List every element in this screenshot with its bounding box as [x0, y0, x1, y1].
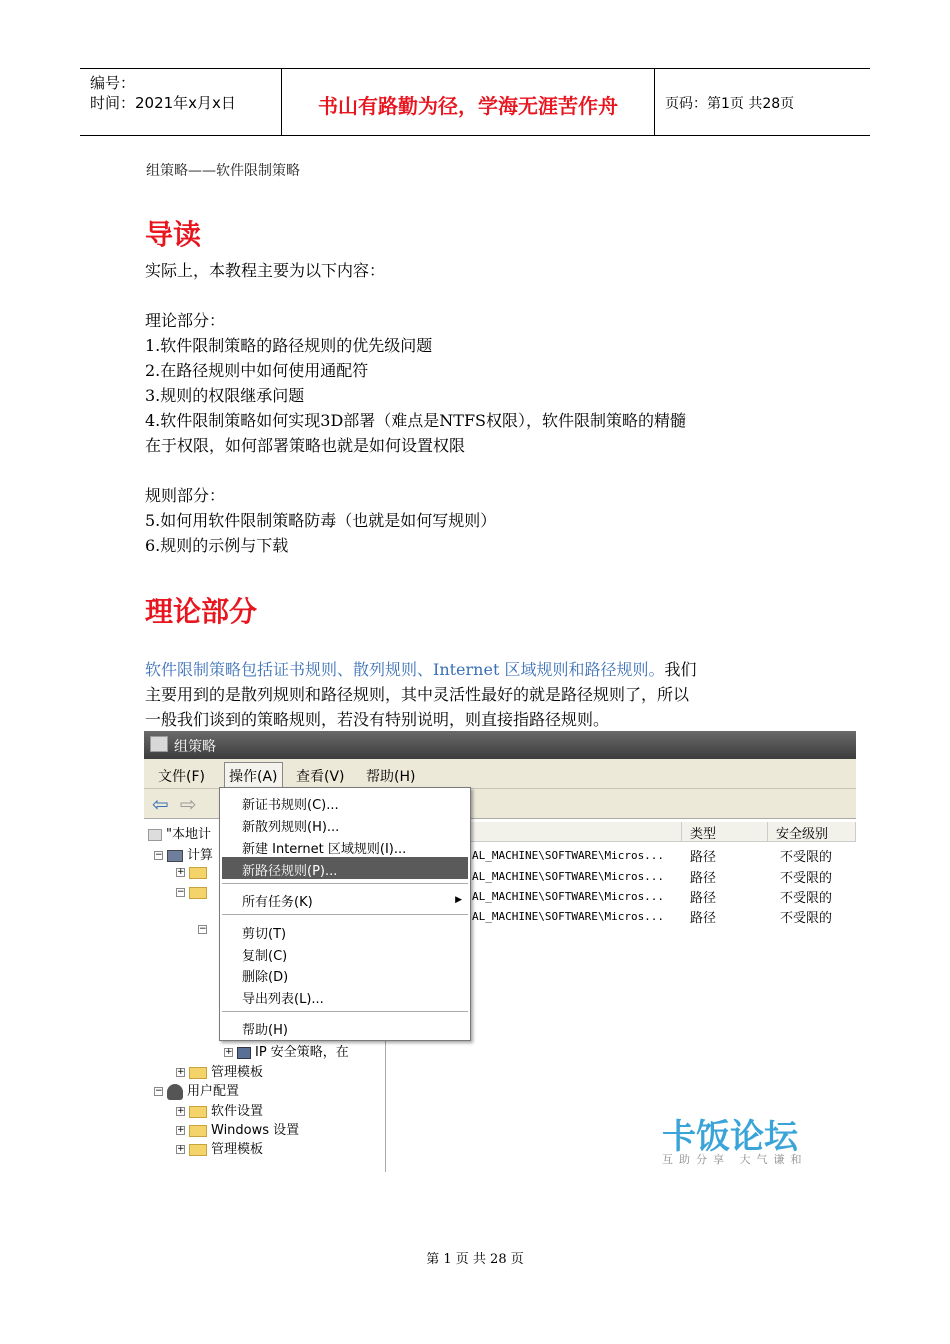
menu-action[interactable]: 操作(A) — [224, 762, 283, 790]
menu-separator — [222, 883, 468, 884]
list-item: 3.规则的权限继承问题 — [145, 386, 305, 405]
menu-item-cut[interactable]: 剪切(T) — [242, 927, 287, 942]
menu-item-new-hash-rule[interactable]: 新散列规则(H)... — [242, 820, 340, 835]
tree-root[interactable]: "本地计 — [148, 823, 211, 842]
policy-icon — [148, 829, 162, 841]
menu-separator — [222, 1011, 468, 1012]
tree-ip-security[interactable]: + IP 安全策略，在 — [225, 1045, 349, 1060]
tree-folder[interactable] — [198, 922, 211, 937]
menu-view[interactable]: 查看(V) — [296, 769, 345, 785]
menu-item-export-list[interactable]: 导出列表(L)... — [242, 992, 324, 1007]
back-arrow-icon[interactable]: ⇦ — [152, 792, 169, 816]
para-rest: 我们 — [664, 660, 697, 679]
number-label: 编号： — [90, 74, 136, 92]
tree-software-settings[interactable]: + 软件设置 — [177, 1104, 264, 1119]
menu-help[interactable]: 帮助(H) — [366, 769, 416, 785]
intro-line: 实际上，本教程主要为以下内容： — [145, 261, 386, 280]
submenu-arrow-icon: ▶ — [455, 895, 462, 905]
group-policy-screenshot — [144, 731, 856, 1172]
computer-icon — [167, 850, 183, 862]
logo-text: 卡饭论坛 — [662, 1117, 798, 1157]
menu-item-new-path-rule[interactable]: 新路径规则(P)... — [242, 864, 338, 879]
collapse-icon[interactable]: − — [155, 1086, 163, 1096]
column-header-type[interactable]: 类型 — [682, 822, 768, 842]
menu-item-all-tasks[interactable]: 所有任务(K) — [242, 895, 313, 910]
menu-item-new-cert-rule[interactable]: 新证书规则(C)... — [242, 798, 339, 813]
expand-icon[interactable]: + — [177, 867, 185, 877]
header-page-label: 页码：第1页 共28页 — [665, 96, 795, 112]
collapse-icon[interactable]: − — [177, 887, 185, 897]
menu-item-new-zone-rule[interactable]: 新建 Internet 区域规则(I)... — [242, 842, 407, 857]
menu-item-help[interactable]: 帮助(H) — [242, 1023, 288, 1038]
row-level: 不受限的 — [780, 850, 833, 865]
app-icon — [150, 736, 168, 752]
time-label: 时间：2021年x月x日 — [90, 94, 236, 112]
expand-icon[interactable]: + — [177, 1144, 185, 1154]
row-path[interactable]: AL_MACHINE\SOFTWARE\Micros... — [472, 870, 665, 883]
forward-arrow-icon[interactable]: ⇨ — [180, 792, 197, 816]
collapse-icon[interactable]: − — [155, 850, 163, 860]
folder-icon — [189, 867, 207, 879]
list-item: 4.软件限制策略如何实现3D部署（难点是NTFS权限），软件限制策略的精髓 — [145, 411, 687, 430]
row-type: 路径 — [690, 911, 717, 926]
para-line: 一般我们谈到的策略规则，若没有特别说明，则直接指路径规则。 — [145, 710, 610, 729]
tree-user-config[interactable]: − 用户配置 — [155, 1084, 240, 1099]
expand-icon[interactable]: + — [177, 1067, 185, 1077]
menu-file[interactable]: 文件(F) — [158, 769, 205, 785]
page-footer: 第 1 页 共 28 页 — [426, 1252, 524, 1267]
row-path[interactable]: AL_MACHINE\SOFTWARE\Micros... — [472, 910, 665, 923]
row-type: 路径 — [690, 871, 717, 886]
section-title-theory: 理论部分 — [145, 595, 258, 628]
window-titlebar — [144, 731, 856, 759]
header-meta — [80, 69, 282, 135]
folder-icon — [189, 1106, 207, 1118]
menu-separator — [222, 914, 468, 915]
tree-windows-settings[interactable]: + Windows 设置 — [177, 1123, 300, 1138]
intro-paragraph — [145, 258, 686, 558]
section-title-intro: 导读 — [145, 218, 202, 251]
list-item: 6.规则的示例与下载 — [145, 536, 289, 555]
doc-subtitle: 组策略——软件限制策略 — [146, 163, 300, 179]
folder-icon — [189, 1067, 207, 1079]
row-level: 不受限的 — [780, 911, 833, 926]
row-level: 不受限的 — [780, 891, 833, 906]
window-title: 组策略 — [174, 739, 216, 755]
theory-paragraph — [145, 657, 825, 732]
network-icon — [237, 1047, 251, 1059]
theory-label: 理论部分： — [145, 311, 226, 330]
folder-icon — [189, 1144, 207, 1156]
expand-icon[interactable]: + — [177, 1125, 185, 1135]
header-motto: 书山有路勤为径，学海无涯苦作舟 — [282, 69, 655, 135]
rules-label: 规则部分： — [145, 486, 226, 505]
row-path[interactable]: AL_MACHINE\SOFTWARE\Micros... — [472, 849, 665, 862]
list-item: 1.软件限制策略的路径规则的优先级问题 — [145, 336, 433, 355]
context-menu — [219, 787, 471, 1041]
tree-folder[interactable] — [176, 865, 211, 880]
tree-admin-templates-user[interactable]: + 管理模板 — [177, 1142, 264, 1157]
expand-icon[interactable]: + — [225, 1047, 233, 1057]
collapse-icon[interactable]: − — [199, 924, 207, 934]
tree-admin-templates[interactable]: + 管理模板 — [177, 1065, 264, 1080]
expand-icon[interactable]: + — [177, 1106, 185, 1116]
folder-icon — [189, 887, 207, 899]
menu-bar — [144, 759, 856, 789]
column-header-level[interactable]: 安全级别 — [768, 822, 856, 842]
folder-icon — [189, 1125, 207, 1137]
page-header — [80, 68, 870, 136]
kafan-logo — [662, 1109, 808, 1166]
menu-item-delete[interactable]: 删除(D) — [242, 970, 289, 985]
list-item: 2.在路径规则中如何使用通配符 — [145, 361, 369, 380]
rules-link[interactable]: 软件限制策略包括证书规则、散列规则、Internet 区域规则和路径规则。 — [145, 660, 665, 679]
logo-tagline: 互助分享 大气谦和 — [662, 1153, 808, 1166]
user-icon — [167, 1084, 183, 1100]
row-type: 路径 — [690, 891, 717, 906]
para-line: 主要用到的是散列规则和路径规则，其中灵活性最好的就是路径规则了，所以 — [145, 685, 690, 704]
row-path[interactable]: AL_MACHINE\SOFTWARE\Micros... — [472, 890, 665, 903]
tree-folder[interactable] — [176, 885, 211, 900]
menu-item-copy[interactable]: 复制(C) — [242, 949, 288, 964]
list-item: 在于权限，如何部署策略也就是如何设置权限 — [145, 436, 466, 455]
tree-computer-config[interactable]: − 计算 — [155, 848, 214, 863]
row-type: 路径 — [690, 850, 717, 865]
list-item: 5.如何用软件限制策略防毒（也就是如何写规则） — [145, 511, 497, 530]
row-level: 不受限的 — [780, 871, 833, 886]
